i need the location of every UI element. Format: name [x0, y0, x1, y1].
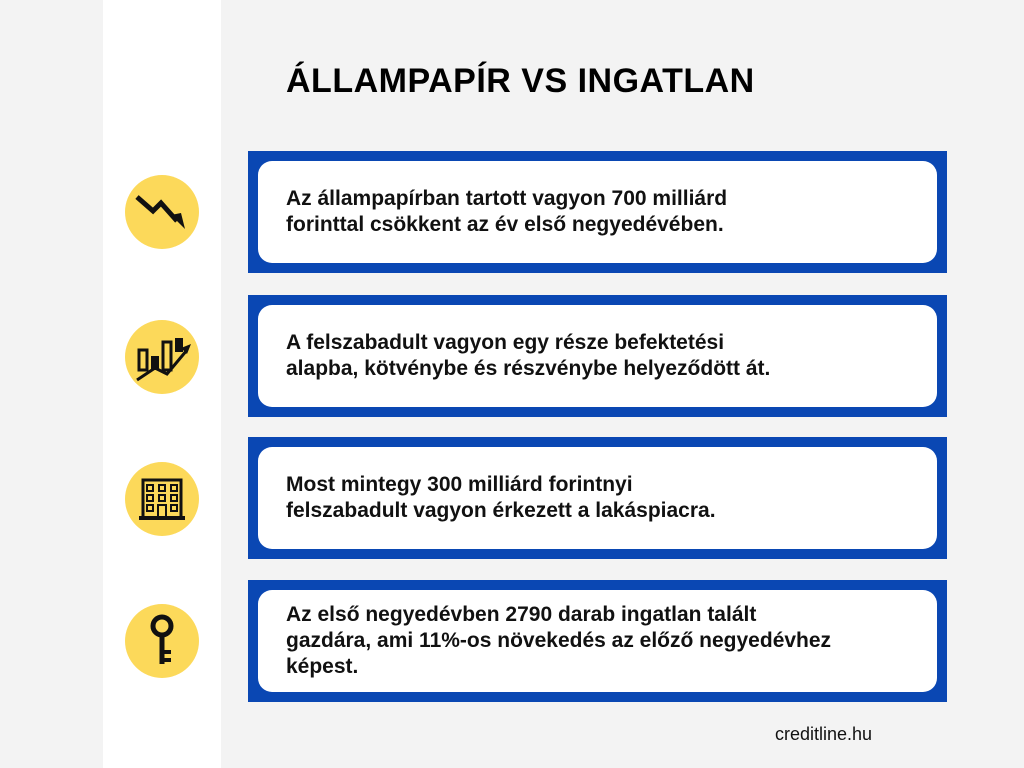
info-text-1: Az állampapírban tartott vagyon 700 milliárd forinttal csökkent az év első negyedévében. [286, 187, 728, 236]
info-card-1 [248, 151, 947, 273]
info-card-4 [248, 580, 947, 702]
info-text-3: Most mintegy 300 milliárd forintnyi felszabadult vagyon érkezett a lakáspiacra. [286, 473, 716, 522]
page-title: ÁLLAMPAPÍR VS INGATLAN [286, 62, 755, 100]
footer-source: creditline.hu [775, 724, 873, 744]
building-icon [125, 462, 199, 536]
info-card-2 [248, 295, 947, 417]
info-card-3 [248, 437, 947, 559]
trend-down-icon [125, 175, 199, 249]
info-text-2: A felszabadult vagyon egy része befektetési alapba, kötvénybe és részvénybe helyeződött át. [286, 331, 771, 380]
growth-chart-icon [125, 320, 199, 394]
key-icon [125, 604, 199, 678]
info-text-4: Az első negyedévben 2790 darab ingatlan talált gazdára, ami 11%-os növekedés az előző negyedévhez képest. [286, 603, 832, 678]
